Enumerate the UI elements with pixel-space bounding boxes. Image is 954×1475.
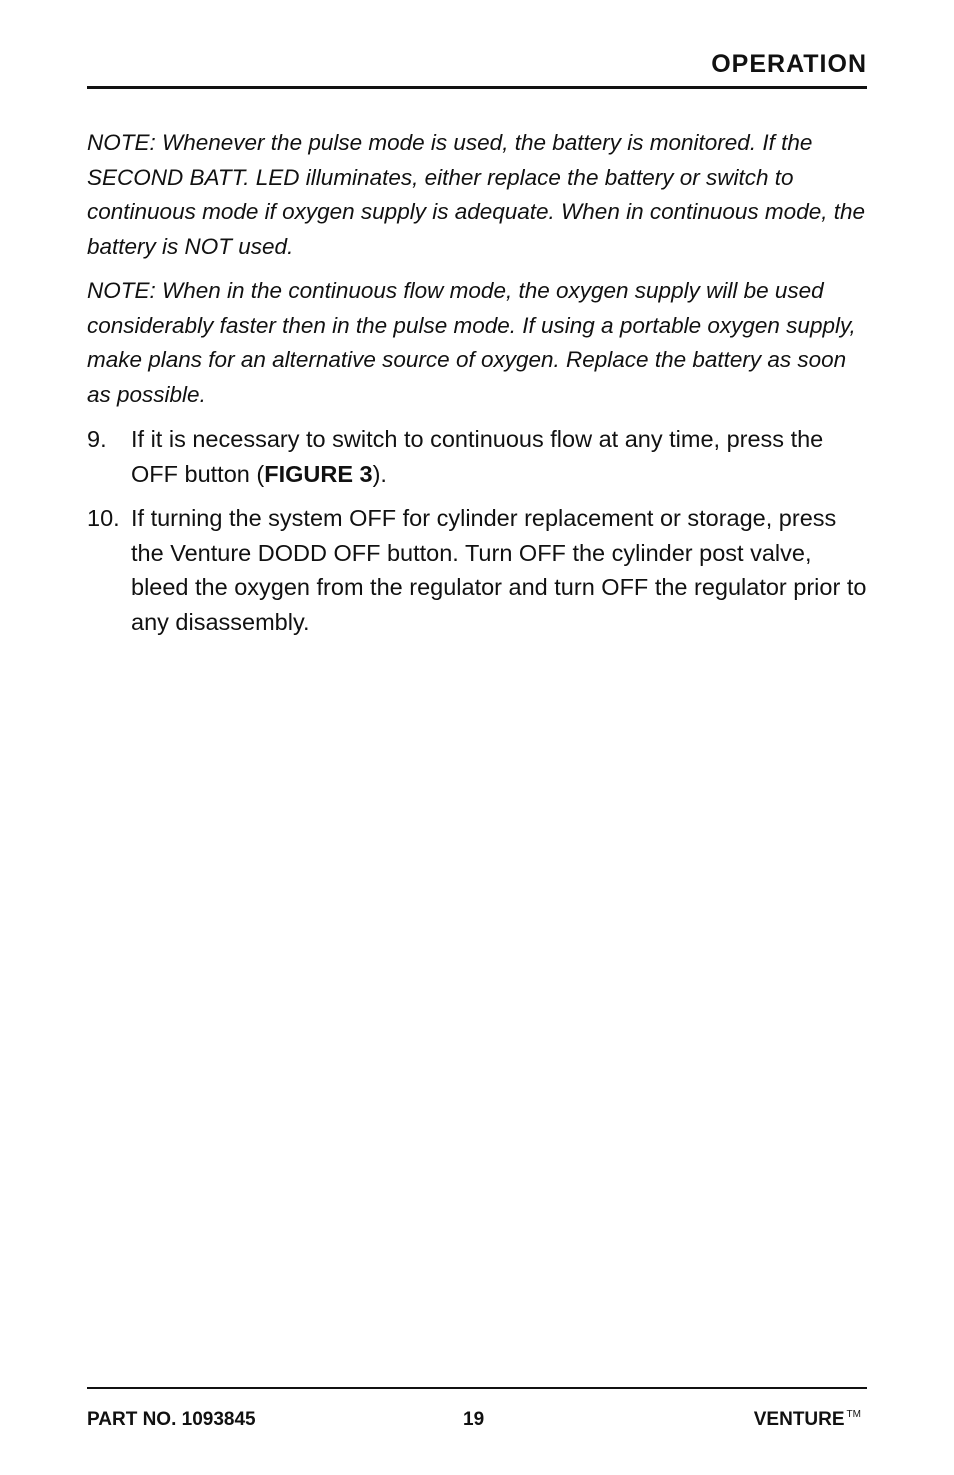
- part-number: PART NO. 1093845: [87, 1409, 256, 1430]
- step-text: If it is necessary to switch to continuous flow at any time, press the OFF button (: [131, 426, 824, 487]
- product-label: VENTURE: [753, 1409, 845, 1430]
- step-text: If turning the system OFF for cylinder replacement or storage, press the Venture DODD OFF button. Turn OFF the cylinder post valve, bleed the oxygen from the regulator and turn OFF the regulator prior to any disassembly.: [131, 505, 867, 635]
- note-paragraph: NOTE: Whenever the pulse mode is used, the battery is monitored. If the SECOND BATT. LED illuminates, either replace the battery or switch to continuous mode if oxygen supply is adequate. When in continuous mode, the battery is NOT used.: [87, 130, 865, 259]
- page-content: [87, 126, 867, 649]
- page-number: 19: [463, 1409, 485, 1430]
- step-number: 9.: [87, 426, 107, 452]
- page-footer: [87, 1387, 867, 1439]
- section-title: OPERATION: [711, 50, 867, 78]
- figure-reference: FIGURE 3: [264, 460, 373, 487]
- step-number: 10.: [87, 505, 120, 531]
- trademark-mark: TM: [846, 1409, 861, 1420]
- step-text-end: ).: [372, 460, 387, 487]
- product-name: [754, 1409, 861, 1431]
- step-item: [87, 422, 867, 491]
- step-item: [87, 501, 867, 639]
- page-header: [87, 50, 867, 89]
- note-paragraph: NOTE: When in the continuous flow mode, the oxygen supply will be used considerably faster then in the pulse mode. If using a portable oxygen supply, make plans for an alternative source of oxygen. Replace the battery as soon as possible.: [87, 278, 856, 407]
